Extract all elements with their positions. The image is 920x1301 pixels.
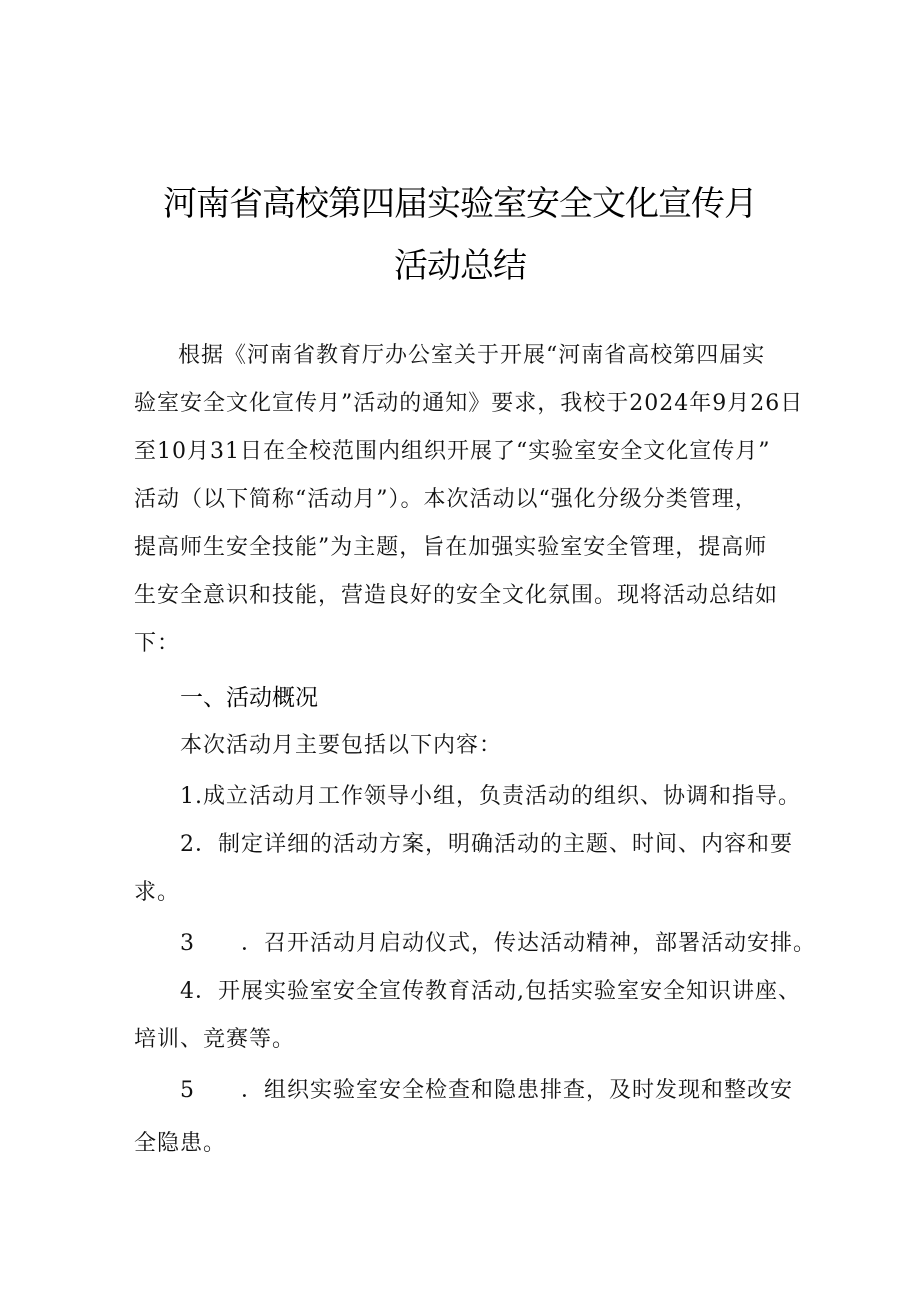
section-lead: 本次活动月主要包括以下内容： [180, 733, 503, 758]
list-item-continuation: 求。 [134, 880, 181, 905]
intro-line: 活动（以下简称“活动月”）。本次活动以“强化分级分类管理， [134, 487, 758, 512]
intro-line: 根据《河南省教育厅办公室关于开展“河南省高校第四届实 [178, 343, 766, 368]
document-title-line-2: 活动总结 [394, 246, 526, 286]
intro-line: 验室安全文化宣传月”活动的通知》要求，我校于2024年9月26日 [134, 391, 804, 416]
intro-line: 提高师生安全技能”为主题，旨在加强实验室安全管理，提高师 [134, 535, 768, 560]
intro-line: 生安全意识和技能，营造良好的安全文化氛围。现将活动总结如 [134, 583, 779, 608]
section-heading: 一、活动概况 [180, 685, 318, 711]
list-item: 1.成立活动月工作领导小组，负责活动的组织、协调和指导。 [180, 784, 801, 809]
list-item: 3 ．召开活动月启动仪式，传达活动精神，部署活动安排。 [180, 931, 816, 956]
intro-line: 至10月31日在全校范围内组织开展了“实验室安全文化宣传月” [134, 439, 771, 464]
list-item-continuation: 培训、竞赛等。 [134, 1027, 296, 1052]
list-item: 2．制定详细的活动方案，明确活动的主题、时间、内容和要 [180, 832, 793, 857]
list-item: 5 ．组织实验室安全检查和隐患排查，及时发现和整改安 [180, 1078, 793, 1103]
intro-line: 下： [134, 631, 181, 656]
document-title-line-1: 河南省高校第四届实验室安全文化宣传月 [163, 184, 757, 224]
list-item: 4．开展实验室安全宣传教育活动,包括实验室安全知识讲座、 [180, 979, 801, 1004]
list-item-continuation: 全隐患。 [134, 1131, 227, 1156]
